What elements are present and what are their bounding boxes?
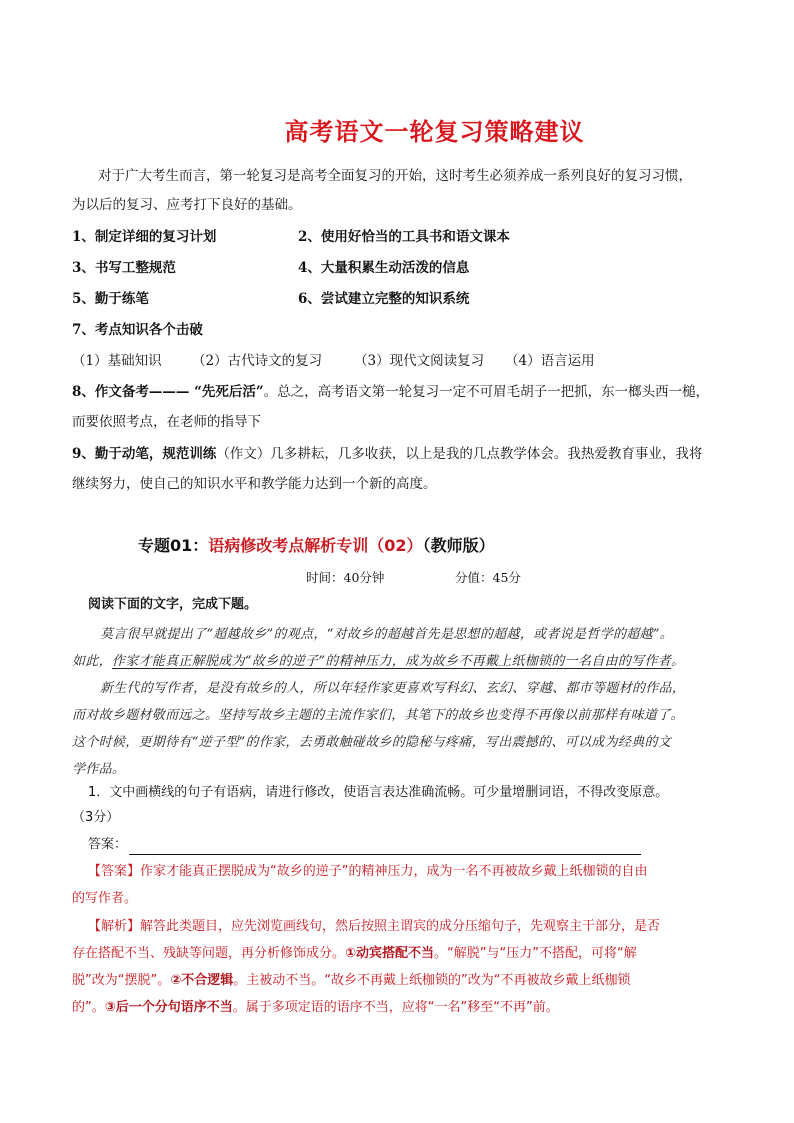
- total-score: 分值：45分: [455, 570, 521, 585]
- page-title: 高考语文一轮复习策略建议: [284, 118, 585, 146]
- item-5: 5、勤于练笔: [72, 291, 149, 307]
- passage-line-3: 新生代的写作者，是没有故乡的人，所以年轻作家更喜欢写科幻、玄幻、穿越、都市等题材的作品，: [100, 681, 686, 696]
- reading-instruction: 阅读下面的文字，完成下题。: [88, 597, 258, 612]
- item-8-heading: 8、作文备考——— “先死后活”: [72, 384, 264, 400]
- analysis-point-1: ①动宾搭配不当: [345, 946, 435, 961]
- analysis-line-3: [72, 971, 630, 991]
- subitem-4: （4）语言运用: [505, 353, 595, 369]
- item-8-line-2: 而要依照考点，在老师的指导下: [72, 414, 261, 430]
- answer-label: 答案：: [88, 837, 128, 852]
- analysis-line-1: [88, 917, 660, 937]
- passage-line-2-end: 。: [671, 654, 685, 669]
- topic-suffix: （教师版）: [422, 536, 495, 555]
- question-line-1: 1．文中画横线的句子有语病，请进行修改，使语言表达准确流畅。可少量增删词语，不得改变原意。: [88, 785, 669, 800]
- analysis-text-3a: 脱”改为“摆脱”。: [72, 973, 171, 988]
- answer-text: 作家才能真正摆脱成为“故乡的逆子”的精神压力，成为一名不再被故乡戴上纸枷锁的自由: [140, 864, 648, 879]
- item-1: 1、制定详细的复习计划: [72, 229, 217, 245]
- passage-line-6: 学作品。: [72, 762, 126, 777]
- analysis-line-4: [72, 998, 559, 1018]
- subitem-1: （1）基础知识: [72, 353, 162, 369]
- subitem-3: （3）现代文阅读复习: [354, 353, 485, 369]
- topic-prefix: 专题01：: [138, 536, 209, 555]
- analysis-text-3b: 。主被动不当。“故乡不再戴上纸枷锁的”改为“不再被故乡戴上纸枷锁: [233, 973, 631, 988]
- question-line-2: （3分）: [72, 810, 120, 825]
- item-4: 4、大量积累生动活泼的信息: [298, 260, 470, 276]
- answer-line-1: [88, 862, 648, 882]
- analysis-tag: 【解析】: [88, 919, 141, 934]
- passage-line-1: 莫言很早就提出了“超越故乡”的观点，“对故乡的超越首先是思想的超越，或者说是哲学的超越”。: [100, 627, 674, 642]
- analysis-text-4b: 。属于多项定语的语序不当，应将“一名”移至“不再”前。: [232, 1000, 559, 1015]
- analysis-point-3: ③后一个分句语序不当: [104, 1000, 233, 1015]
- item-3: 3、书写工整规范: [72, 260, 176, 276]
- analysis-text-1: 解答此类题目，应先浏览画线句，然后按照主谓宾的成分压缩句子，先观察主干部分，是否: [140, 919, 661, 934]
- item-9-text: （作文）几多耕耘，几多收获，以上是我的几点教学体会。我热爱教育事业，我将: [216, 446, 703, 462]
- item-7: 7、考点知识各个击破: [72, 322, 203, 338]
- underlined-sentence: 作家才能真正解脱成为“故乡的逆子”的精神压力，成为故乡不再戴上纸枷锁的一名自由的写作者: [111, 654, 672, 669]
- intro-line-2: 为以后的复习、应考打下良好的基础。: [72, 197, 302, 213]
- answer-blank: [129, 840, 641, 855]
- passage-line-4: 而对故乡题材敬而远之。坚持写故乡主题的主流作家们，其笔下的故乡也变得不再像以前那样有味道了。: [72, 708, 684, 723]
- subitem-2: （2）古代诗文的复习: [192, 353, 323, 369]
- answer-line-2: 的写作者。: [72, 891, 138, 906]
- topic-name: 语病修改考点解析专训（02）: [208, 536, 423, 555]
- item-6: 6、尝试建立完整的知识系统: [298, 291, 470, 307]
- intro-line-1: 对于广大考生而言，第一轮复习是高考全面复习的开始，这时考生必须养成一系列良好的复习习惯，: [98, 168, 692, 184]
- passage-line-5: 这个时候，更期待有“逆子型”的作家，去勇敢触碰故乡的隐秘与疼痛，写出震撼的、可以成为经典的文: [72, 735, 672, 750]
- item-9-line-1: [72, 444, 702, 464]
- analysis-text-2b: 。“解脱”与“压力”不搭配，可将“解: [434, 946, 637, 961]
- passage-line-2: [72, 650, 684, 669]
- analysis-point-2: ②不合逻辑: [170, 973, 234, 988]
- time-limit: 时间：40分钟: [306, 570, 385, 585]
- answer-prompt: [88, 835, 641, 855]
- item-9-heading: 9、勤于动笔，规范训练: [72, 446, 217, 462]
- analysis-text-4a: 的”。: [72, 1000, 105, 1015]
- topic-heading: [138, 533, 495, 556]
- item-2: 2、使用好恰当的工具书和语文课本: [298, 229, 510, 245]
- item-8-text: 。总之，高考语文第一轮复习一定不可眉毛胡子一把抓，东一榔头西一槌，: [263, 384, 710, 400]
- analysis-line-2: [72, 944, 637, 964]
- item-8-line-1: [72, 382, 709, 402]
- answer-tag: 【答案】: [88, 864, 141, 879]
- analysis-text-2: 存在搭配不当、残缺等问题，再分析修饰成分。: [72, 946, 346, 961]
- item-9-line-2: 继续努力，使自己的知识水平和教学能力达到一个新的高度。: [72, 476, 437, 492]
- passage-line-2-prefix: 如此，: [72, 654, 112, 669]
